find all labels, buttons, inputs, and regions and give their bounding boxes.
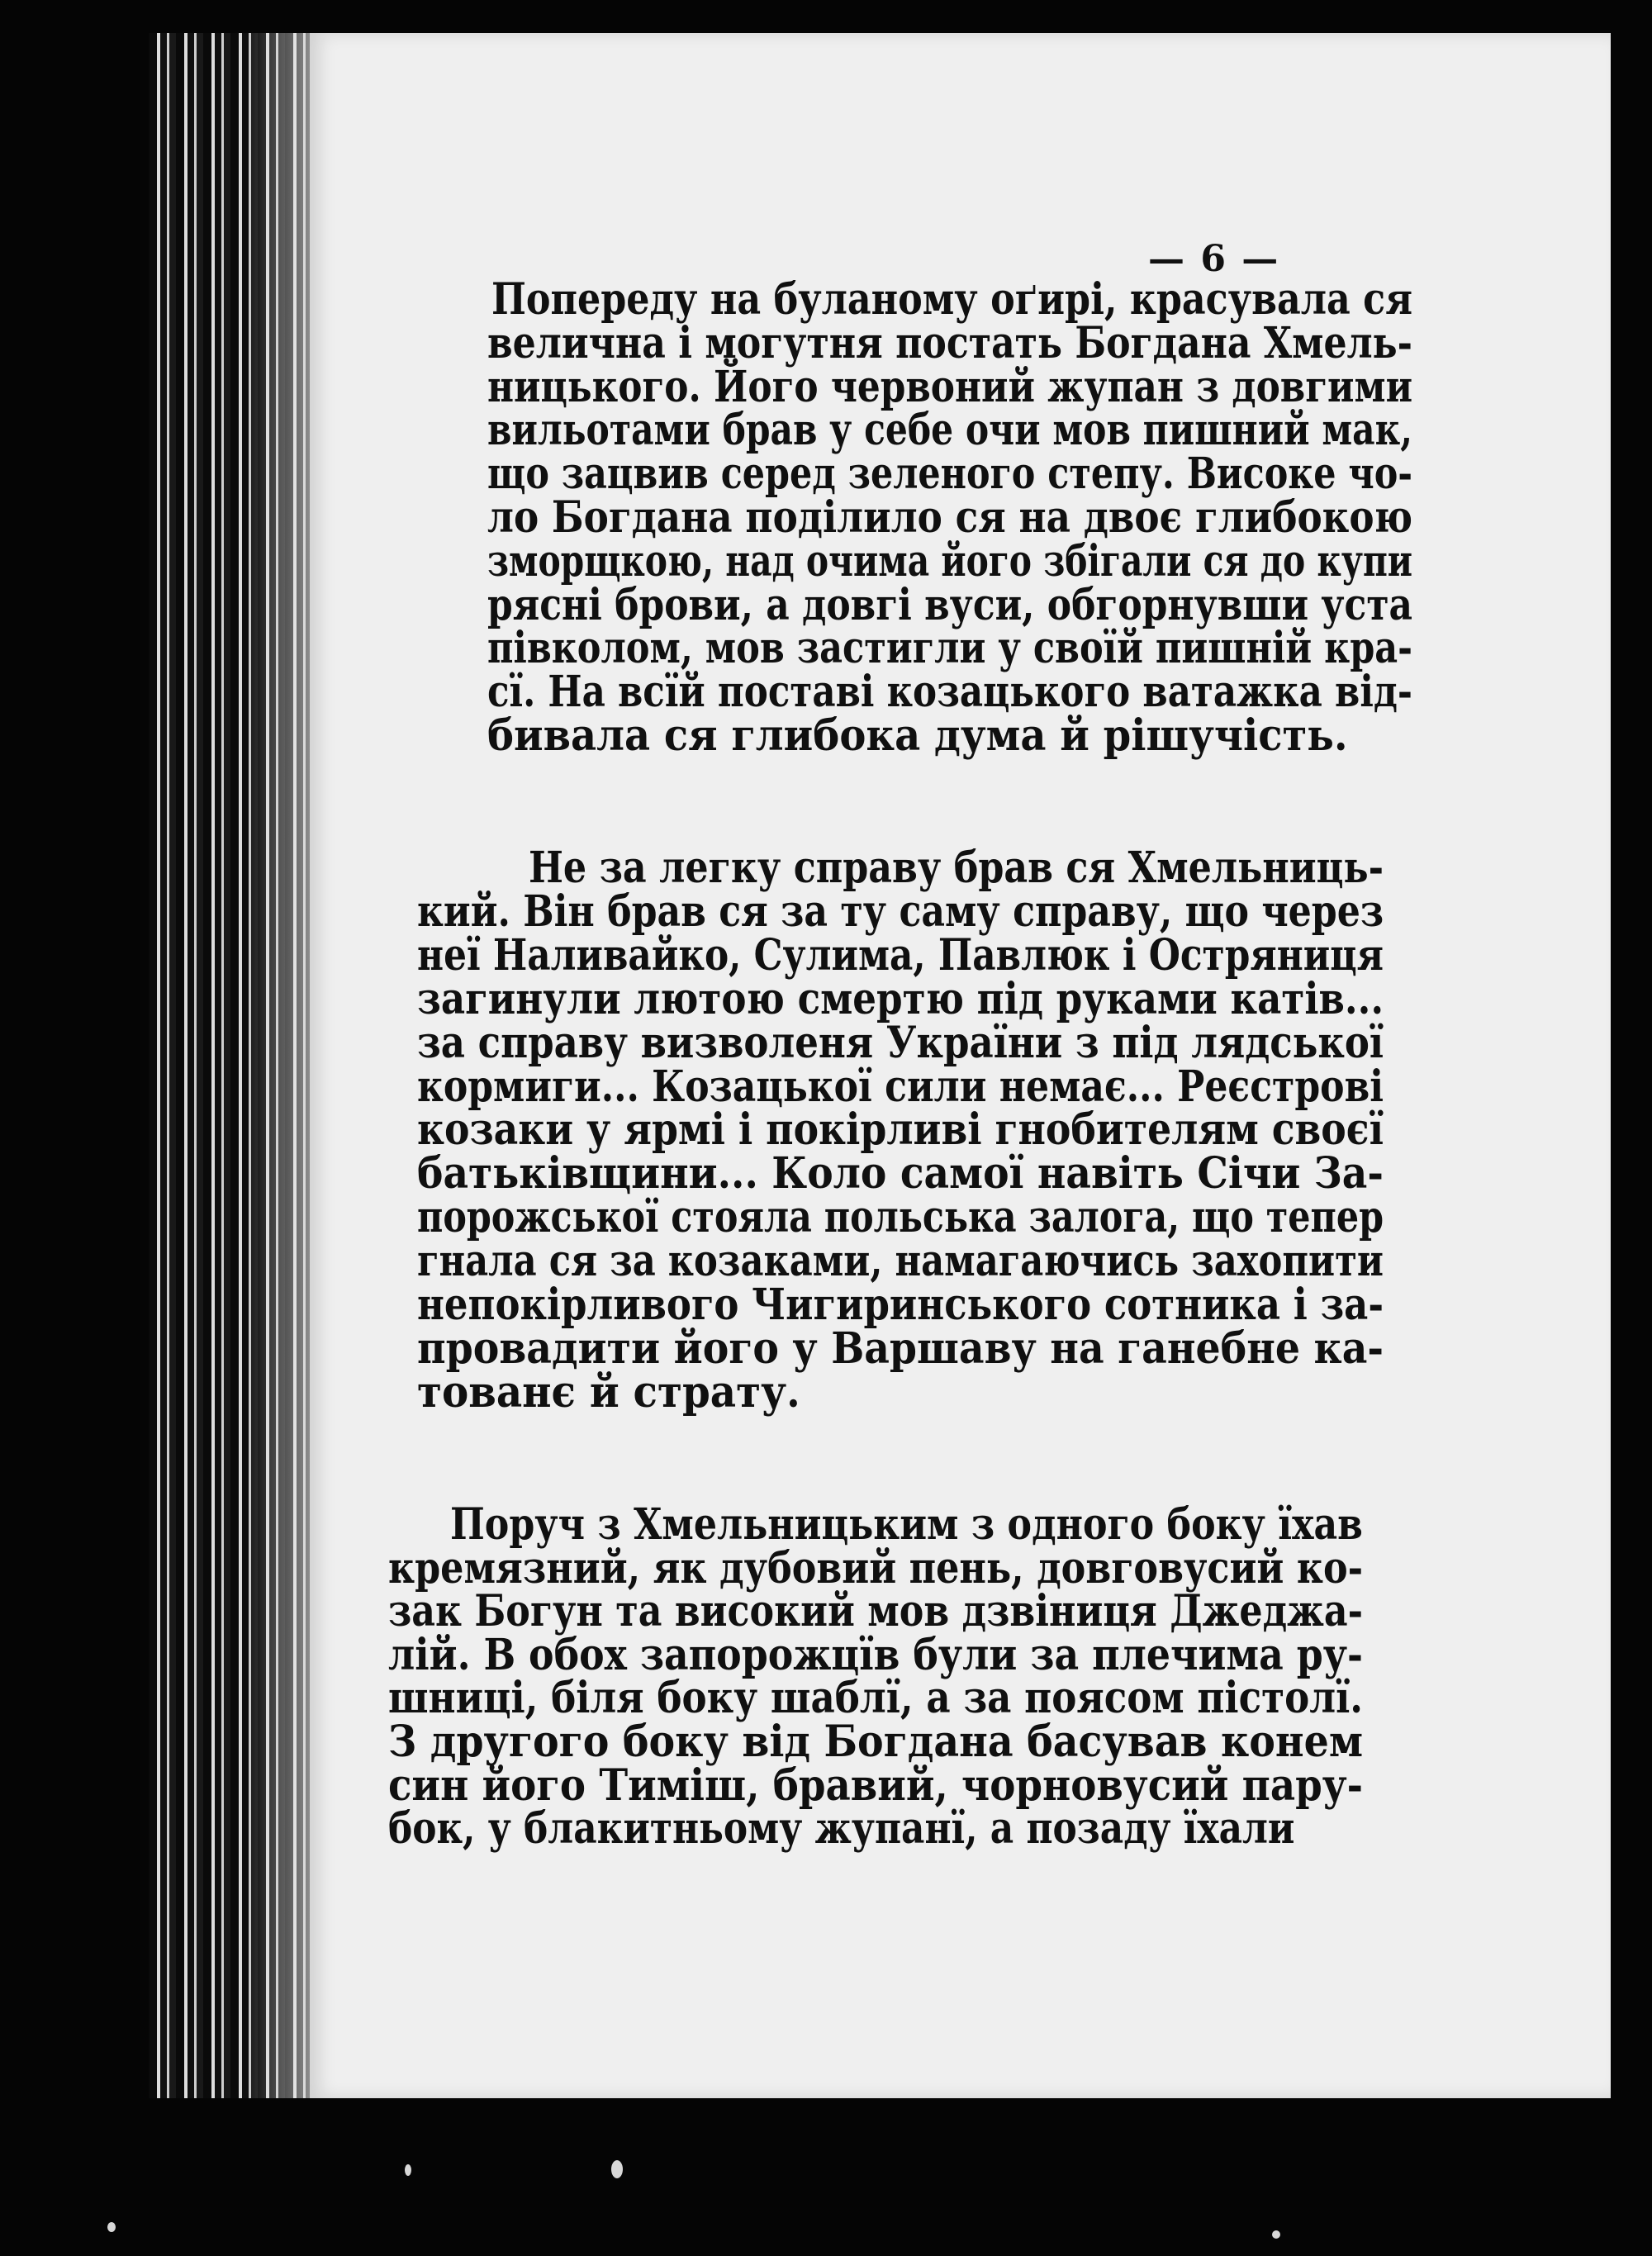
text-line: зак Богун та високий мов дзвіниця Джеджа- <box>388 1586 1363 1637</box>
text-line: батьківщини... Коло самої навіть Січи За- <box>417 1148 1384 1199</box>
text-line: загинули лютою смертю під руками катів... <box>417 973 1384 1024</box>
text-line: ло Богдана поділило ся на двоє глибокою <box>487 492 1413 543</box>
dust-speck <box>611 2160 623 2178</box>
text-line: бивала ся глибока дума й рішучість. <box>487 710 1348 761</box>
text-line: вильотами брав у себе очи мов пишний мак, <box>487 405 1413 456</box>
text-line: Попереду на буланому оґирі, красувала ся <box>491 274 1412 325</box>
dust-speck <box>405 2164 411 2176</box>
book-page <box>310 33 1611 2098</box>
text-line: кремязний, як дубовий пень, довговусий ко- <box>388 1542 1364 1593</box>
text-line: рясні брови, а довгі вуси, обгорнувши уста <box>487 579 1413 630</box>
spine-shadow <box>248 33 314 2098</box>
text-line: шниці, біля боку шаблї, а за поясом пістолї. <box>388 1673 1363 1724</box>
text-line: зморщкою, над очима його збігали ся до купи <box>487 535 1413 587</box>
text-line: непокірливого Чигиринського сотника і за- <box>417 1280 1384 1330</box>
text-line: кормиги... Козацької сили немає... Реєстрові <box>417 1061 1384 1112</box>
text-line: велична і могутня постать Богдана Хмель- <box>487 317 1412 368</box>
text-line: порожської стояла польська залога, що тепер <box>417 1192 1384 1243</box>
text-line: ницького. Його червоний жупан з довгими <box>487 361 1413 412</box>
text-line: козаки у ярмі і покірливі гнобителям своєї <box>417 1104 1384 1156</box>
text-line: син його Тиміш, бравий, чорновусий пару- <box>388 1760 1364 1811</box>
text-line: півколом, мов застигли у своїй пишній кра- <box>487 623 1413 674</box>
text-line: неї Наливайко, Сулима, Павлюк і Остряниця <box>417 929 1384 981</box>
text-line: за справу визволеня України з під лядської <box>417 1017 1384 1068</box>
dust-speck <box>1272 2230 1280 2239</box>
text-line: кий. Він брав ся за ту саму справу, що через <box>417 886 1384 937</box>
text-line: Поруч з Хмельницьким з одного боку їхав <box>450 1499 1363 1550</box>
page-number: — 6 — <box>1148 238 1280 280</box>
text-line: Не за легку справу брав ся Хмельниць- <box>529 843 1384 893</box>
text-line: гнала ся за козаками, намагаючись захопити <box>417 1236 1384 1287</box>
text-line: лій. В обох запорожцїв були за плечима ру- <box>388 1629 1363 1680</box>
text-line: З другого боку від Богдана басував конем <box>388 1717 1364 1767</box>
text-line: бок, у блакитньому жупанї, а позаду їхали <box>388 1803 1295 1855</box>
text-line: що зацвив серед зеленого степу. Високе чо- <box>487 449 1413 500</box>
text-line: сї. На всїй поставі козацького ватажка від- <box>487 667 1413 718</box>
text-line: тованє й страту. <box>417 1366 800 1418</box>
text-line: провадити його у Варшаву на ганебне ка- <box>417 1323 1384 1374</box>
dust-speck <box>107 2222 116 2232</box>
